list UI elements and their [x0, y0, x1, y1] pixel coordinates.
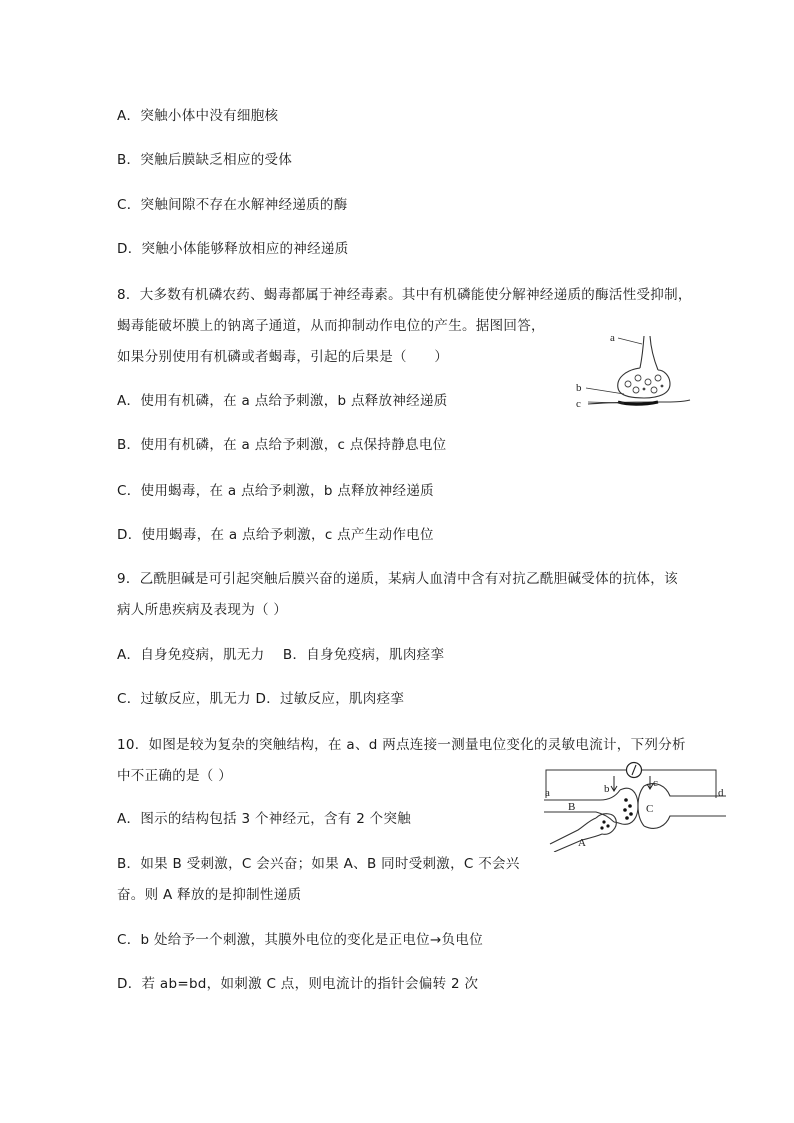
q10-figure-label-A: A — [578, 837, 586, 849]
q9-options-ab: A．自身免疫病，肌无力 B．自身免疫病，肌肉痉挛 — [117, 647, 445, 663]
q10-figure-label-b: b — [604, 783, 610, 795]
q10-option-d: D．若 ab=bd，如刺激 C 点，则电流计的指针会偏转 2 次 — [117, 976, 479, 992]
q10-option-c: C．b 处给予一个刺激，其膜外电位的变化是正电位→负电位 — [117, 932, 483, 948]
q10-figure-label-C: C — [646, 803, 654, 815]
q10-option-b-line2: 奋。则 A 释放的是抑制性递质 — [117, 887, 302, 903]
q10-option-b-line1: B．如果 B 受刺激，C 会兴奋；如果 A、B 同时受刺激，C 不会兴 — [117, 856, 520, 872]
synapse-figure-q10 — [540, 760, 730, 852]
q8-option-a: A．使用有机磷，在 a 点给予刺激，b 点释放神经递质 — [117, 393, 448, 409]
q9-stem-line1: 9．乙酰胆碱是可引起突触后膜兴奋的递质，某病人血清中含有对抗乙酰胆碱受体的抗体，该 — [117, 571, 678, 587]
q8-stem-line3: 如果分别使用有机磷或者蝎毒，引起的后果是（ ） — [117, 349, 449, 365]
q8-option-d: D．使用蝎毒，在 a 点给予刺激，c 点产生动作电位 — [117, 527, 434, 543]
q9-stem-line2: 病人所患疾病及表现为（ ） — [117, 602, 288, 618]
q10-figure-label-B: B — [568, 801, 576, 813]
q8-figure-label-c: c — [576, 398, 581, 410]
q8-stem-line2: 蝎毒能破坏膜上的钠离子通道，从而抑制动作电位的产生。据图回答， — [117, 318, 545, 334]
synapse-figure-q8 — [566, 322, 691, 412]
q10-figure-label-d: d — [718, 787, 724, 799]
q7-option-b: B．突触后膜缺乏相应的受体 — [117, 152, 293, 168]
q8-option-b: B．使用有机磷，在 a 点给予刺激，c 点保持静息电位 — [117, 437, 447, 453]
q8-figure-label-b: b — [576, 382, 582, 394]
q8-option-c: C．使用蝎毒，在 a 点给予刺激，b 点释放神经递质 — [117, 483, 434, 499]
q10-stem-line2: 中不正确的是（ ） — [117, 768, 232, 784]
q10-option-a: A．图示的结构包括 3 个神经元，含有 2 个突触 — [117, 811, 412, 827]
q7-option-a: A．突触小体中没有细胞核 — [117, 108, 279, 124]
q8-stem-line1: 8．大多数有机磷农药、蝎毒都属于神经毒素。其中有机磷能使分解神经递质的酶活性受抑制， — [117, 287, 692, 303]
q7-option-d: D．突触小体能够释放相应的神经递质 — [117, 241, 349, 257]
q9-options-cd: C．过敏反应，肌无力 D．过敏反应，肌肉痉挛 — [117, 691, 405, 707]
q7-option-c: C．突触间隙不存在水解神经递质的酶 — [117, 197, 348, 213]
q10-stem-line1: 10．如图是较为复杂的突触结构，在 a、d 两点连接一测量电位变化的灵敏电流计，下列分析 — [117, 737, 686, 753]
q10-figure-label-c: c — [653, 777, 658, 789]
q10-figure-label-a: a — [545, 787, 550, 799]
q8-figure-label-a: a — [610, 332, 615, 344]
